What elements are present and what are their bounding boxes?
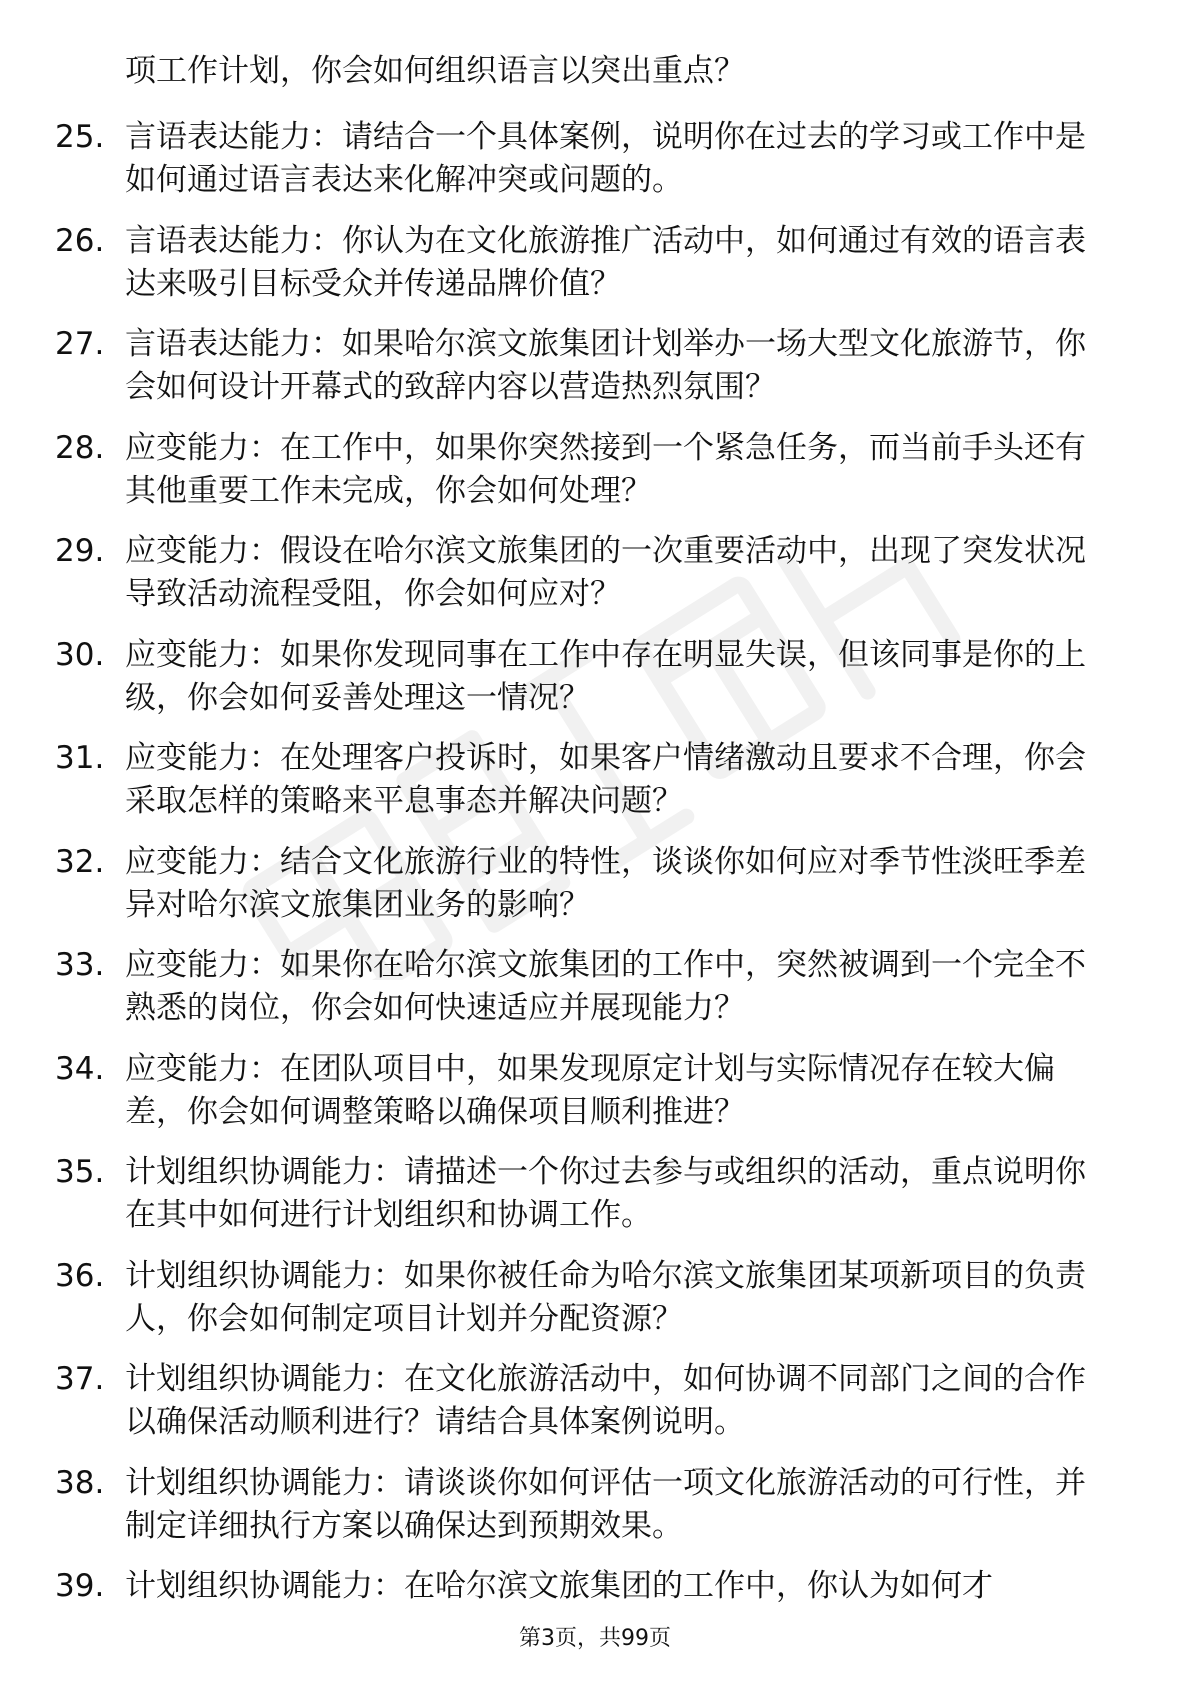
question-item	[0, 944, 1190, 1048]
question-item	[0, 116, 1190, 220]
question-text: 应变能力：如果你在哈尔滨文旅集团的工作中，突然被调到一个完全不熟悉的岗位，你会如何快速适应并展现能力？	[125, 947, 1086, 1026]
question-number: 25.	[55, 119, 105, 155]
question-text: 计划组织协调能力：如果你被任命为哈尔滨文旅集团某项新项目的负责人，你会如何制定项目计划并分配资源？	[125, 1257, 1086, 1337]
question-item	[0, 1151, 1190, 1255]
question-item	[0, 1255, 1190, 1359]
question-text: 言语表达能力：如果哈尔滨文旅集团计划举办一场大型文化旅游节，你会如何设计开幕式的致辞内容以营造热烈氛围？	[125, 326, 1086, 405]
question-number: 30.	[55, 636, 105, 673]
question-item	[0, 1462, 1190, 1566]
question-number: 28.	[55, 429, 105, 466]
page-footer: 第3页，共99页	[519, 1626, 671, 1651]
question-number: 27.	[55, 326, 105, 362]
question-number: 34.	[55, 1050, 105, 1087]
question-number: 38.	[55, 1464, 105, 1501]
question-text: 计划组织协调能力：在文化旅游活动中，如何协调不同部门之间的合作以确保活动顺利进行？请结合具体案例说明。	[125, 1361, 1086, 1440]
question-number: 33.	[55, 947, 105, 983]
question-text: 计划组织协调能力：在哈尔滨文旅集团的工作中，你认为如何才	[125, 1568, 993, 1604]
question-text: 言语表达能力：你认为在文化旅游推广活动中，如何通过有效的语言表达来吸引目标受众并传递品牌价值？	[125, 222, 1086, 302]
question-item	[0, 841, 1190, 945]
question-item	[0, 1048, 1190, 1152]
question-text: 应变能力：在工作中，如果你突然接到一个紧急任务，而当前手头还有其他重要工作未完成，你会如何处理？	[125, 429, 1086, 509]
question-number: 39.	[55, 1568, 105, 1604]
question-item	[0, 1358, 1190, 1462]
question-number: 37.	[55, 1361, 105, 1397]
question-item	[0, 737, 1190, 841]
question-text: 应变能力：结合文化旅游行业的特性，谈谈你如何应对季节性淡旺季差异对哈尔滨文旅集团业务的影响？	[125, 843, 1086, 923]
question-text: 言语表达能力：请结合一个具体案例，说明你在过去的学习或工作中是如何通过语言表达来化解冲突或问题的。	[125, 119, 1086, 198]
continued-question-text: 项工作计划，你会如何组织语言以突出重点？	[125, 53, 745, 89]
question-text: 应变能力：如果你发现同事在工作中存在明显失误，但该同事是你的上级，你会如何妥善处理这一情况？	[125, 636, 1086, 716]
question-number: 29.	[55, 533, 105, 569]
question-item	[0, 220, 1190, 324]
question-item	[0, 323, 1190, 427]
question-list	[0, 116, 1190, 1669]
question-item	[0, 634, 1190, 738]
question-item	[0, 427, 1190, 531]
question-text: 应变能力：假设在哈尔滨文旅集团的一次重要活动中，出现了突发状况导致活动流程受阻，你会如何应对？	[125, 533, 1086, 612]
question-number: 32.	[55, 843, 105, 880]
question-number: 35.	[55, 1154, 105, 1190]
question-number: 36.	[55, 1257, 105, 1294]
question-text: 应变能力：在处理客户投诉时，如果客户情绪激动且要求不合理，你会采取怎样的策略来平息事态并解决问题？	[125, 740, 1086, 819]
question-number: 31.	[55, 740, 105, 776]
question-number: 26.	[55, 222, 105, 259]
question-text: 应变能力：在团队项目中，如果发现原定计划与实际情况存在较大偏差，你会如何调整策略以确保项目顺利推进？	[125, 1050, 1055, 1130]
question-text: 计划组织协调能力：请描述一个你过去参与或组织的活动，重点说明你在其中如何进行计划组织和协调工作。	[125, 1154, 1086, 1233]
question-item	[0, 530, 1190, 634]
question-text: 计划组织协调能力：请谈谈你如何评估一项文化旅游活动的可行性，并制定详细执行方案以确保达到预期效果。	[125, 1464, 1086, 1544]
